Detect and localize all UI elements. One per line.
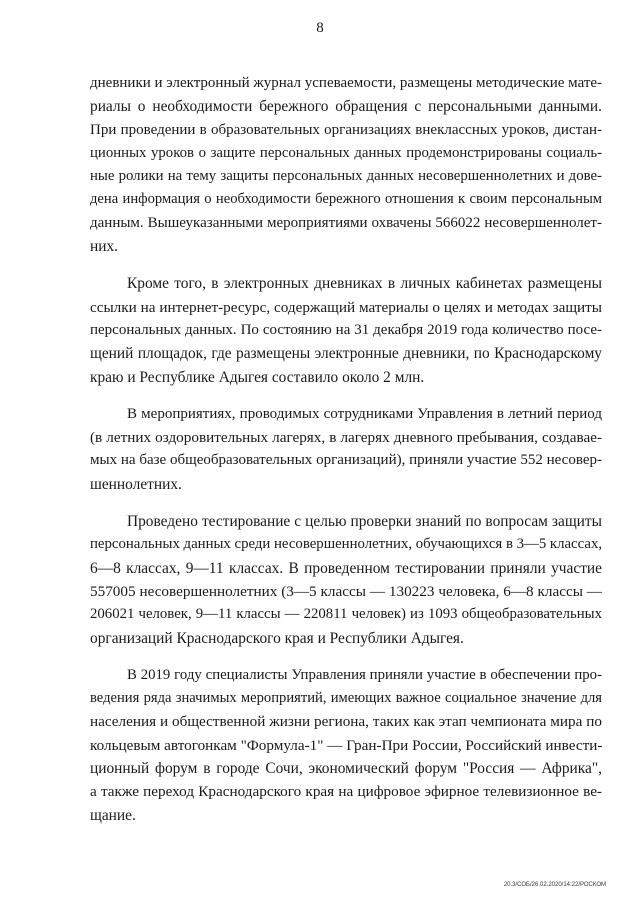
text-line: 206021 человек, 9—11 классы — 220811 человек) из 1093 общеобразовательных: [90, 606, 602, 623]
text-line: персональных данных. По состоянию на 31 декабря 2019 года количество посе-: [90, 321, 602, 338]
text-line: В мероприятиях, проводимых сотрудниками Управления в летний период: [127, 405, 602, 422]
paragraph-gap: [90, 496, 602, 510]
paragraph-gap: [90, 389, 602, 403]
text-line: дена информация о необходимости бережного отношения к своим персональным: [90, 191, 602, 208]
text-line: риалы о необходимости бережного обращения с персональными данными.: [90, 98, 602, 116]
text-line: кольцевым автогонкам "Формула-1" — Гран-При России, Российский инвести-: [90, 736, 603, 754]
text-line: шеннолетних.: [90, 475, 182, 493]
text-line: населения и общественной жизни региона, таких как этап чемпионата мира по: [90, 713, 602, 731]
paragraph-1: [90, 72, 602, 258]
paragraph-5: [90, 664, 602, 827]
document-stamp: 20.3/СОБ/26.02.2020/14:22/РОСКОМ: [503, 882, 606, 888]
text-line: (в летних оздоровительных лагерях, в лагерях дневного пребывания, создавае-: [90, 429, 602, 447]
text-line: краю и Республике Адыгея составило около 2 млн.: [90, 368, 425, 386]
paragraph-4: [90, 510, 602, 650]
text-line: дневники и электронный журнал успеваемости, размещены методические мате-: [90, 75, 603, 91]
page-number: 8: [316, 20, 324, 36]
text-line: ссылки на интернет-ресурс, содержащий материалы о целях и методах защиты: [90, 298, 602, 316]
text-line: 6—8 классах, 9—11 классах. В проведенном тестировании приняли участие: [90, 559, 602, 577]
text-line: Кроме того, в электронных дневниках в личных кабинетах размещены: [127, 275, 602, 293]
text-line: щений площадок, где размещены электронные дневники, по Краснодарскому: [90, 345, 602, 363]
text-line: щание.: [90, 806, 136, 824]
text-line: ционных уроков о защите персональных данных продемонстрированы социаль-: [90, 144, 602, 161]
text-line: данным. Вышеуказанными мероприятиями охвачены 566022 несовершеннолет-: [90, 214, 602, 231]
text-line: мых на базе общеобразовательных организаций), приняли участие 552 несовер-: [90, 452, 602, 469]
text-line: 557005 несовершеннолетних (3—5 классы — 130223 человека, 6—8 классы —: [90, 582, 602, 600]
paragraph-gap: [90, 258, 602, 272]
paragraph-gap: [90, 650, 602, 664]
paragraph-2: [90, 272, 602, 388]
text-line: Проведено тестирование с целью проверки знаний по вопросам защиты: [127, 513, 602, 531]
text-line: ционный форум в городе Сочи, экономический форум "Россия — Африка",: [90, 760, 602, 778]
text-line: организаций Краснодарского края и Республики Адыгея.: [90, 629, 464, 647]
text-line: них.: [90, 238, 119, 256]
text-line: В 2019 году специалисты Управления приняли участие в обеспечении про-: [127, 666, 602, 683]
document-body: [90, 72, 602, 827]
text-line: персональных данных среди несовершеннолетних, обучающихся в 3—5 классах,: [90, 536, 603, 553]
text-line: ведения ряда значимых мероприятий, имеющих важное социальное значение для: [90, 690, 602, 707]
text-line: а также переход Краснодарского края на цифровое эфирное телевизионное ве-: [90, 783, 602, 801]
paragraph-3: [90, 403, 602, 496]
text-line: При проведении в образовательных организациях внеклассных уроков, дистан-: [90, 121, 602, 138]
text-line: ные ролики на тему защиты персональных данных несовершеннолетних и дове-: [90, 168, 602, 185]
